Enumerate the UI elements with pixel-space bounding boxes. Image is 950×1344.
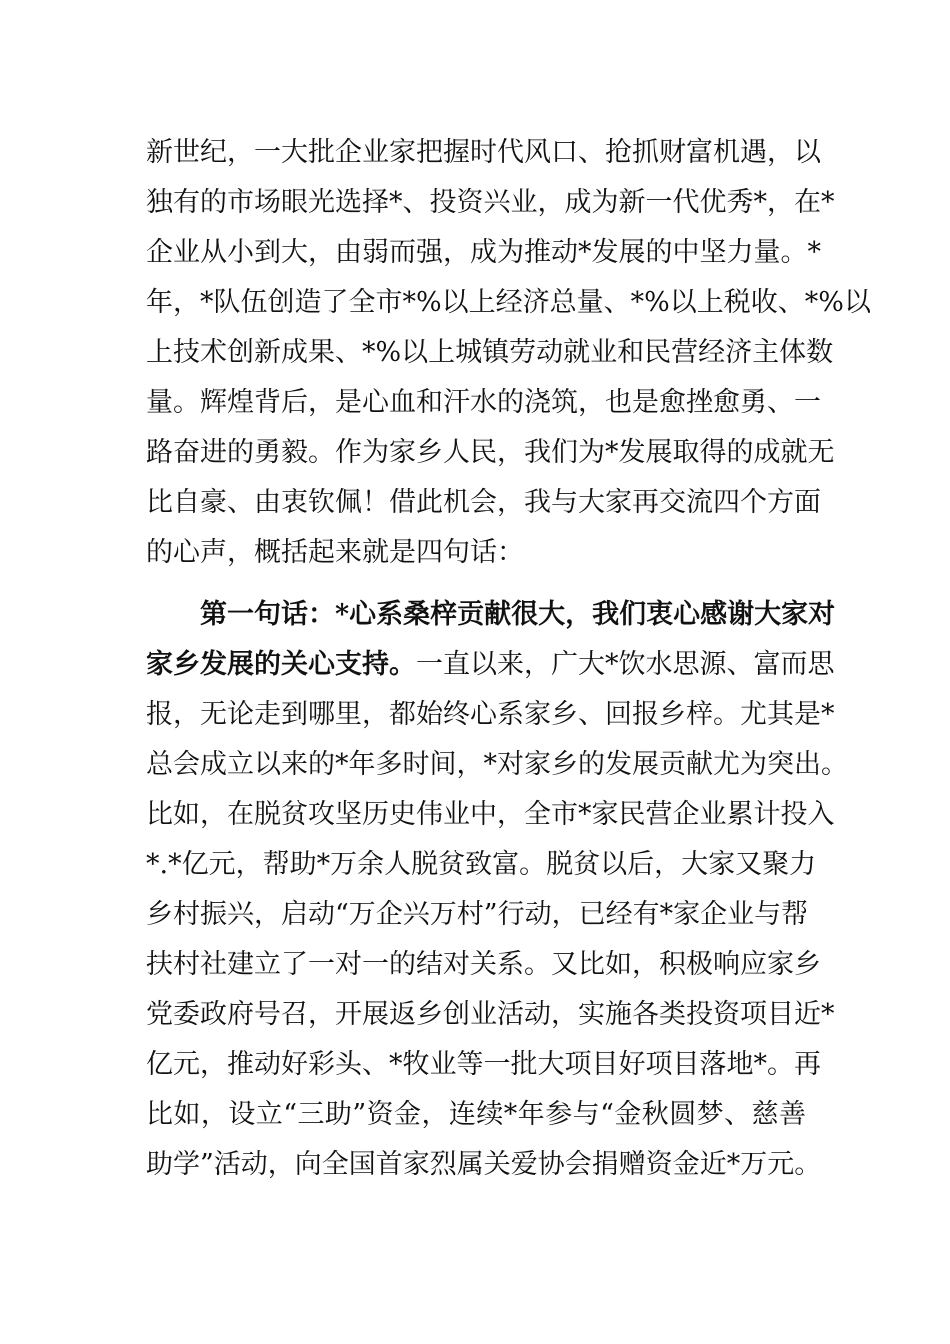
text-line: 亿元，推动好彩头、*牧业等一批大项目好项目落地*。再 [146,1049,821,1080]
text-line: 党委政府号召，开展返乡创业活动，实施各类投资项目近* [146,999,835,1030]
text-line: 总会成立以来的*年多时间，*对家乡的发展贡献尤为突出。 [146,749,848,780]
heading-line: 第一句话：*心系桑梓贡献很大，我们衷心感谢大家对 [146,599,836,630]
text-line: 比如，设立“三助”资金，连续*年参与“金秋圆梦、慈善 [146,1099,806,1130]
text-line: *.*亿元，帮助*万余人脱贫致富。脱贫以后，大家又聚力 [146,849,817,880]
text-line: 独有的市场眼光选择*、投资兴业，成为新一代优秀*，在* [146,187,835,218]
text-line: 助学”活动，向全国首家烈属关爱协会捐赠资金近*万元。 [146,1149,822,1180]
text-line: 比自豪、由衷钦佩！借此机会，我与大家再交流四个方面 [146,487,821,518]
paragraph-spacer [146,578,806,590]
text-line: 年，*队伍创造了全市*%以上经济总量、*%以上税收、*%以 [146,287,871,318]
text-line: 比如，在脱贫攻坚历史伟业中，全市*家民营企业累计投入 [146,799,835,830]
paragraph-2 [146,590,848,1190]
paragraph-1 [146,128,871,578]
text-line: 报，无论走到哪里，都始终心系家乡、回报乡梓。尤其是* [146,699,835,730]
text-line: 路奋进的勇毅。作为家乡人民，我们为*发展取得的成就无 [146,437,835,468]
document-body [146,128,871,1190]
text-line: 乡村振兴，启动“万企兴万村”行动，已经有*家企业与帮 [146,899,809,930]
text-segment: 一直以来，广大*饮水思源、富而思 [416,649,835,680]
mixed-line [146,640,835,690]
text-line: 上技术创新成果、*%以上城镇劳动就业和民营经济主体数 [146,337,834,368]
heading-tail: 家乡发展的关心支持。 [146,649,416,680]
text-line: 企业从小到大，由弱而强，成为推动*发展的中坚力量。* [146,237,821,268]
text-line: 扶村社建立了一对一的结对关系。又比如，积极响应家乡 [146,949,821,980]
text-line: 新世纪，一大批企业家把握时代风口、抢抓财富机遇，以 [146,137,821,168]
text-line: 的心声，概括起来就是四句话： [146,537,524,568]
text-line: 量。辉煌背后，是心血和汗水的浇筑，也是愈挫愈勇、一 [146,387,821,418]
